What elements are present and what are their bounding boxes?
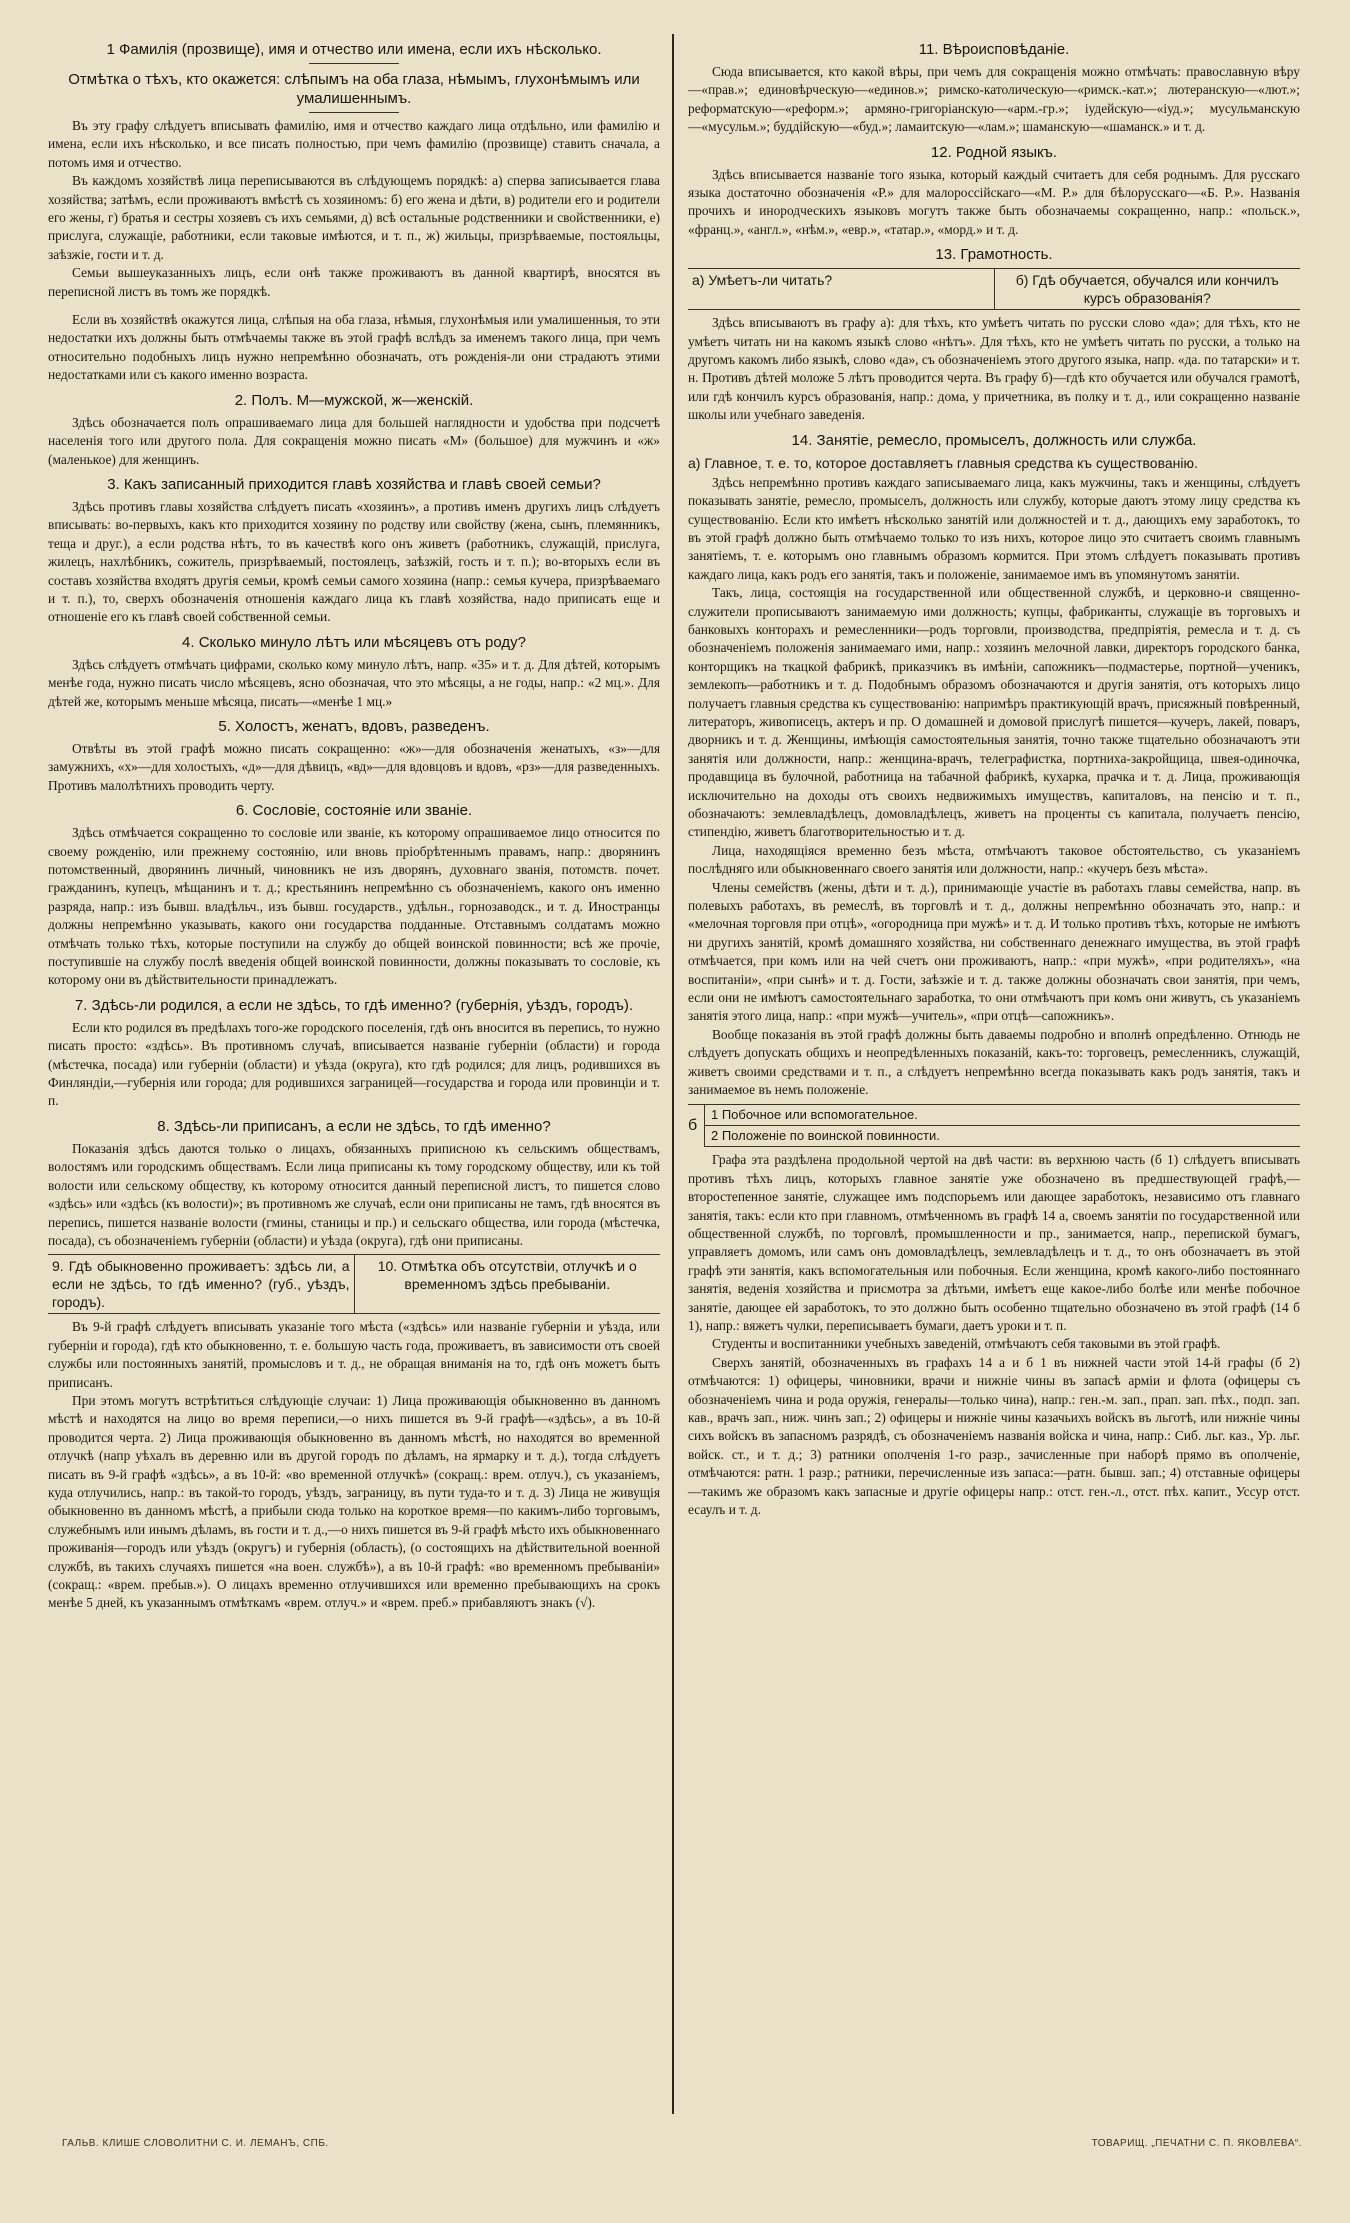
split-heading-left: 9. Гдѣ обыкновенно проживаетъ: здѣсь ли, а если не здѣсь, то гдѣ именно? (губ., уѣздъ, городъ). xyxy=(52,1258,350,1311)
paragraph: Здѣсь слѣдуетъ отмѣчать цифрами, сколько кому минуло лѣтъ, напр. «35» и т. д. Для дѣтей, которымъ менѣе года, нужно писать число мѣсяцевъ, ясно обозначая, что это мѣсяцы, а не годы, напр.: «2 мц.». Для дѣтей же, которымъ меньше мѣсяца, писать—«менѣе 1 мц.» xyxy=(48,656,660,709)
footer-printer-right: ТОВАРИЩ. „ПЕЧАТНИ С. П. ЯКОВЛЕВА“. xyxy=(1091,2138,1302,2149)
section-heading: 2. Полъ. М—мужской, ж—женскій. xyxy=(234,391,474,409)
section-heading: 7. Здѣсь-ли родился, а если не здѣсь, то гдѣ именно? (губернія, уѣздъ, городъ). xyxy=(74,996,634,1014)
paragraph: Такъ, лица, состоящія на государственной или общественной службѣ, и церковно-и священно-служители прописываютъ занимаемую ими должность; купцы, фабриканты, служащіе въ торговыхъ и банковыхъ конторахъ и ремесленники—родъ торговли, производства, предпріятія, ремесла и т. д. съ обозначеніемъ положенія занимаемаго ими, напр.: хозяинъ мелочной лавки, директоръ городского банка, конторщикъ на ткацкой фабрикѣ, приказчикъ въ имѣніи, сапожникъ—подмастерье, портной—ученикъ, землекопъ—работникъ и т. д. Подобнымъ образомъ обозначаются и другія занятія, отъ которыхъ лицо получаетъ главныя средства къ существованію: напримѣръ практикующій врачъ, присяжный повѣренный, литераторъ, живописецъ, актеръ и пр. О домашней и домовой прислугѣ пишется—кучеръ, лакей, поваръ, дворникъ и т. д. Женщины, имѣющія самостоятельныя занятія, точно также тщательно обозначаютъ эти занятія или должности, напр.: женщина-врачъ, телеграфистка, портниха-закройщица, швея-одиночка, продавщица въ булочной, работница на табачной фабрикѣ, кухарка, прачка и т. д. Лица, проживающія исключительно на доходы отъ своихъ недвижимыхъ имуществъ, капиталовъ, на пенсію и т. п., обозначаютъ: землевладѣлецъ, домовладѣлецъ, живетъ на проценты съ капитала, получаетъ пенсію, стипендію, живетъ благотворительностью и т. д. xyxy=(688,585,1300,840)
section-heading: 3. Какъ записанный приходится главѣ хозяйства и главѣ своей семьи? xyxy=(107,475,601,493)
section-heading: 4. Сколько минуло лѣтъ или мѣсяцевъ отъ роду? xyxy=(182,633,526,651)
heading-rule xyxy=(309,63,399,64)
split-heading-right: 10. Отмѣтка объ отсутствіи, отлучкѣ и о временномъ здѣсь пребываніи. xyxy=(354,1255,661,1313)
split-heading xyxy=(688,268,1300,310)
paragraph: Въ эту графу слѣдуетъ вписывать фамилію, имя и отчество каждаго лица отдѣльно, или фамилію и имена, если ихъ нѣсколько, и все писать полностью, при чемъ фамилію (прозвище) ставить сначала, а потомъ имя и отчество. xyxy=(48,118,660,170)
paragraph: Сюда вписывается, кто какой вѣры, при чемъ для сокращенія можно отмѣчать: православную вѣру—«прав.»; единовѣрческую—«единов.»; римско-католическую—«римск.-кат.»; лютеранскую—«лют.»; реформатскую—«реформ.»; армяно-григоріанскую—«арм.-гр.»; іудейскую—«іуд.»; мусульманскую—«мусульм.»; буддійскую—«буд.»; ламаитскую—«лам.»; шаманскую—«шаманск.» и т. д. xyxy=(688,64,1300,135)
paragraph: Члены семействъ (жены, дѣти и т. д.), принимающіе участіе въ работахъ главы семейства, напр. въ полевыхъ работахъ, въ ремеслѣ, въ торговлѣ и т. д., должны непремѣнно обозначать это, напр.: и «мелочная торговля при отцѣ», «огородница при мужѣ» и т. д. И только противъ тѣхъ, которые не имѣютъ ни другихъ занятій, кромѣ домашняго хозяйства, ни собственнаго денежнаго имущества, въ этой графѣ отмѣчается, при комъ или на чей счетъ они проживаютъ, напр.: «при мужѣ», «при родителяхъ», «на воспитаніи», «при сынѣ» и т. д. Гости, заѣзжіе и т. д. также должны обозначать свои занятія, при чемъ, если они не имѣютъ самостоятельнаго заработка, то они отмѣчаютъ при комъ они живутъ, съ указаніемъ занятія этого лица, напр.: «при мужѣ—учитель», «при отцѣ—сапожникъ». xyxy=(688,879,1300,1024)
paragraph: Отвѣты въ этой графѣ можно писать сокращенно: «ж»—для обозначенія женатыхъ, «з»—для замужнихъ, «х»—для холостыхъ, «д»—для дѣвицъ, «вд»—для вдовцовъ и вдовъ, «рз»—для разведенныхъ. Противъ малолѣтнихъ проводить черту. xyxy=(48,740,660,793)
section-heading: 11. Вѣроисповѣданіе. xyxy=(918,41,1070,58)
left-column xyxy=(48,34,672,2114)
section-heading: 13. Грамотность. xyxy=(935,246,1053,264)
paragraph: Здѣсь обозначается полъ опрашиваемаго лица для большей наглядности и удобства при подсчетѣ населенія того или другого пола. Для сокращенія можно писать «М» (большое) для мужчинъ и «ж» (маленькое) для женщинъ. xyxy=(48,414,660,467)
section-heading: 6. Сословіе, состояніе или званіе. xyxy=(235,802,473,820)
column-divider xyxy=(672,34,674,2114)
section-heading: 8. Здѣсь-ли приписанъ, а если не здѣсь, то гдѣ именно? xyxy=(157,1117,551,1135)
section-heading: 5. Холостъ, женатъ, вдовъ, разведенъ. xyxy=(218,717,490,735)
paragraph: Въ 9-й графѣ слѣдуетъ вписывать указаніе того мѣста («здѣсь» или названіе губерніи и уѣзда, или губерніи и города), гдѣ кто обыкновенно, т. е. большую часть года, проживаетъ, въ зависимости отъ своей службы или постоянныхъ занятій, промысловъ и т. д., не обращая вниманія на то, гдѣ онъ можетъ быть приписанъ. xyxy=(48,1319,660,1390)
paragraph: Семьи вышеуказанныхъ лицъ, если онѣ также проживаютъ въ данной квартирѣ, вносятся въ переписной листъ въ томъ же порядкѣ. xyxy=(48,265,660,299)
paragraph: Лица, находящіяся временно безъ мѣста, отмѣчаютъ таковое обстоятельство, съ указаніемъ послѣдняго или обыкновеннаго своего занятія или должности, напр.: «кучеръ безъ мѣста». xyxy=(688,842,1300,877)
paragraph: Если въ хозяйствѣ окажутся лица, слѣпыя на оба глаза, нѣмыя, глухонѣмыя или умалишенныя, то эти недостатки ихъ должны быть отмѣчаемы также въ этой графѣ вслѣдъ за именемъ такого лица, при чемъ относительно подобныхъ лицъ нужно непремѣнно обозначать, отъ рожденія-ли они страдаютъ этими недостатками или съ какого именно возраста. xyxy=(48,312,660,383)
paragraph: Въ каждомъ хозяйствѣ лица переписываются въ слѣдующемъ порядкѣ: а) сперва записывается глава хозяйства; затѣмъ, если проживаютъ вмѣстѣ съ хозяиномъ: б) его жена и дѣти, в) родители его и родители его жены, г) братья и сестры хозяевъ съ ихъ семьями, д) всѣ остальные родственники и свойственники, е) прислуга, служащіе, работники, если таковые имѣются, и т. п., ж) жильцы, призрѣваемые, постояльцы, заѣзжіе, гости и т. д. xyxy=(48,173,660,262)
paragraph: Студенты и воспитанники учебныхъ заведеній, отмѣчаютъ себя таковыми въ этой графѣ. xyxy=(712,1336,1221,1352)
split-heading-right: б) Гдѣ обучается, обучался или кончилъ курсъ образованія? xyxy=(994,269,1301,309)
paragraph: Здѣсь вписываютъ въ графу а): для тѣхъ, кто умѣетъ читать по русски слово «да»; для тѣхъ, кто не умѣетъ читать ни на какомъ языкѣ слово «нѣтъ». Для тѣхъ, кто не умѣетъ читать по русски, а только на другомъ какомъ либо языкѣ, слово «да», съ обозначеніемъ этого другого языка, напр. «да. по татарски» и т. н. Противъ дѣтей моложе 5 лѣтъ проводится черта. Въ графу б)—гдѣ кто обучается или обучался грамотѣ, или гдѣ кончилъ курсъ образованія, напр.: дома, у причетника, въ полку и т. д., или сокращенно названіе школы или учебнаго заведенія. xyxy=(688,315,1300,423)
subcolumn-heading xyxy=(688,1104,1300,1148)
section-heading: Отмѣтка о тѣхъ, кто окажется: слѣпымъ на оба глаза, нѣмымъ, глухонѣмымъ или умалишеннымъ. xyxy=(68,71,640,107)
subcolumn-rows xyxy=(704,1105,1300,1148)
paragraph: Если кто родился въ предѣлахъ того-же городского поселенія, гдѣ онъ вносится въ перепись, то нужно писать просто: «здѣсь». Въ противномъ случаѣ, вписывается названіе губерніи (области) и города (мѣстечка, посада) или губерніи (области) и уѣзда (округа), кто гдѣ родился; для лицъ, родившихся въ Финляндіи,—губернія или города; для родившихся заграницей—государства и города или провинціи и т. п. xyxy=(48,1019,660,1109)
split-heading-left: а) Умѣетъ-ли читать? xyxy=(692,272,833,289)
paragraph: Вообще показанія въ этой графѣ должны быть даваемы подробно и вполнѣ опредѣленно. Отнюдь не слѣдуетъ допускать общихъ и неопредѣленныхъ показаній, какъ-то: торговецъ, ремесленникъ, служащій, живетъ своими средствами и т. п., а слѣдуетъ непремѣнно всегда показывать какъ родъ занятія, такъ и занимаемое въ немъ положеніе. xyxy=(688,1026,1300,1098)
document-page xyxy=(48,34,1306,2114)
right-column xyxy=(682,34,1300,2114)
paragraph: Здѣсь непремѣнно противъ каждаго записываемаго лица, какъ мужчины, такъ и женщины, слѣдуетъ показывать занятіе, ремесло, промыселъ, должность или службу, которые даютъ этому лицу средства къ существованію. Если кто имѣетъ нѣсколько занятій или должностей и т. д., дающихъ ему заработокъ, то въ этой графѣ должно быть отмѣчаемо только то изъ нихъ, которое лицо это считаетъ своимъ главнымъ занятіемъ, т. е. которымъ оно главнымъ образомъ кормится. При этомъ слѣдуетъ показывать противъ каждаго лица, какъ родъ его занятія, такъ и положеніе, занимаемое имъ въ упомянутомъ занятіи. xyxy=(688,474,1300,582)
subcolumn-row: 1 Побочное или вспомогательное. xyxy=(705,1105,1300,1126)
paragraph: Здѣсь вписывается названіе того языка, который каждый считаетъ для себя роднымъ. Для русскаго языка достаточно обозначенія «Р.» для малороссійскаго—«М. Р.» для бѣлорусскаго—«Б. Р.». Названія прочихъ и инородческихъ языковъ могутъ также быть обозначаемы сокращенно, напр.: «польск.», «франц.», «англ.», «нѣм.», «евр.», «татар.», «морд.» и т. д. xyxy=(688,166,1300,237)
paragraph: При этомъ могутъ встрѣтиться слѣдующіе случаи: 1) Лица проживающія обыкновенно въ данномъ мѣстѣ и находятся на лицо во время переписи,—о нихъ пишется въ 9-й графѣ—«здѣсь», а въ 10-й проводится черта. 2) Лица проживающія обыкновенно въ данномъ мѣстѣ, но находятся во временной отлучкѣ (напр уѣхалъ въ деревню или въ другой городъ по дѣламъ, на ярмарку и т. д.), тогда слѣдуетъ писать въ 9-й графѣ «здѣсь», а въ 10-й: «во временной отлучкѣ» (сокращ.: врем. отлуч.), съ указаніемъ, куда отлучились, напр.: въ такой-то городъ, уѣздъ, заграницу, въ пути туда-то и т. д. 3) Лица не живущія обыкновенно въ данномъ мѣстѣ, а прибыли сюда только на короткое время—по какимъ-либо торговымъ, служебнымъ или инымъ дѣламъ, въ гости и т. д.,—о нихъ пишется въ 9-й графѣ мѣсто ихъ обыкновеннаго проживанія—городъ или уѣздъ (округъ) и губернія (область), (о состоящихъ на дѣйствительной военной службѣ, въ такихъ случаяхъ пишется «на воен. службѣ»), а въ 10-й графѣ: «во временномъ пребываніи» (сокращ.: «врем. пребыв.»). О лицахъ временно отлучившихся или временно пребывающихъ на срокъ менѣе 5 дней, къ указаннымъ отмѣткамъ «врем. отлуч.» и «врем. преб.» прибавляютъ знакъ (√). xyxy=(48,1392,660,1611)
subcolumn-row: 2 Положеніе по воинской повинности. xyxy=(705,1126,1300,1147)
footer-printer-left: ГАЛЬВ. КЛИШЕ СЛОВОЛИТНИ С. И. ЛЕМАНЪ, СПБ. xyxy=(62,2138,329,2149)
section-heading: 1 Фамилія (прозвище), имя и отчество или имена, если ихъ нѣсколько. xyxy=(106,41,602,58)
section-heading: 14. Занятіе, ремесло, промыселъ, должность или служба. xyxy=(791,431,1197,449)
subsection-heading: а) Главное, т. е. то, которое доставляетъ главныя средства къ существованію. xyxy=(688,454,1198,471)
heading-rule xyxy=(309,112,399,113)
paragraph: Здѣсь отмѣчается сокращенно то сословіе или званіе, къ которому опрашиваемое лицо относится по своему рожденію, или прежнему состоянію, или вновь пріобрѣтеннымъ правамъ, напр.: дворянинъ потомственный, дворянинъ личный, чиновникъ не изъ дворянъ, духовнаго званія, потомств. почет. гражданинъ, купецъ, мѣщанинъ и т. д.; крестьянинъ непремѣнно съ обозначеніемъ, какого онъ именно разряда, напр.: изъ бывш. владѣльч., изъ бывш. государств., удѣльн., горнозаводск., и т. д. Иностранцы должны непремѣнно указывать, какого они государства подданные. Отставнымъ солдатамъ можно отмѣчать только тѣхъ, которые поступили на службу до общей воинской повинности; всѣ же прочіе, поступившіе на службу послѣ введенія общей воинской повинности, должны показывать то сословіе, къ которому они въ дѣйствительности принадлежатъ. xyxy=(48,825,660,988)
paragraph: Графа эта раздѣлена продольной чертой на двѣ части: въ верхнюю часть (б 1) слѣдуетъ вписывать противъ тѣхъ лицъ, которыхъ главное занятіе уже обозначено въ предшествующей графѣ,—второстепенное занятіе, служащее имъ подспорьемъ или дающее заработокъ, независимо отъ главнаго занятія, такъ: если кто при главномъ, отмѣченномъ въ графѣ 14 а, своемъ занятіи по государственной или общественной службѣ, по торговлѣ, промышленности и пр., занимается, напр., перепиской бумагъ, управляетъ домомъ, или самъ онъ домовладѣлецъ, землевладѣлецъ и т. д., то онъ обозначаетъ въ этой графѣ эти занятія, какъ вспомогательныя или побочныя. Если женщина, кромѣ какого-либо постояннаго занятія, веденія хозяйства и присмотра за дѣтьми, имѣетъ еще какое-либо болѣе или менѣе побочное занятіе, дающее ей заработокъ, то это должно быть особенно тщательно обозначено въ этой графѣ (14 б 1), напр.: вяжетъ чулки, переписываетъ бумаги, даетъ уроки и т. п. xyxy=(688,1152,1300,1333)
paragraph: Здѣсь противъ главы хозяйства слѣдуетъ писать «хозяинъ», а противъ именъ другихъ лицъ слѣдуетъ вписывать: во-первыхъ, какъ кто приходится хозяину по родству или свойству (жена, сынъ, племянникъ, теща и друг.), а если родства нѣтъ, то въ качествѣ кого онъ живетъ (работникъ, служащій, прислуга, жилецъ, нахлѣбникъ, сожитель, призрѣваемый, постоялецъ, заѣзжій, гость и т. п.); во-вторыхъ если въ составъ хозяйства входятъ другія семьи, кромѣ семьи самого хозяина (напр.: семья кучера, призрѣваемаго и т. п.), то, сверхъ обозначенія отношенія каждаго лица къ главѣ хозяйства, надо приписать еще и отношеніе его къ главѣ своей собственной семьи. xyxy=(48,498,660,625)
subcolumn-letter: б xyxy=(688,1116,698,1134)
paragraph: Сверхъ занятій, обозначенныхъ въ графахъ 14 а и б 1 въ нижней части этой 14-й графы (б 2) отмѣчаются: 1) офицеры, чиновники, врачи и нижніе чины въ запасѣ арміи и флота (офицеры съ обозначеніемъ чина и рода оружія, генералы—только чина), напр.: ген.-м. зап., прап. зап. пѣх., подп. зап. кав., врачъ зап., ниж. чинъ зап.; 2) офицеры и нижніе чины казачьихъ войскъ въ льготѣ, или нижніе чины сихъ войскъ въ запасномъ разрядѣ, съ обозначеніемъ названія войска и чина, напр.: Сиб. льг. каз., Ур. льг. войск. ст., и т. д.; 3) ратники ополченія 1-го разр., зачисленные при наборѣ прямо въ ополченіе, отмѣчаются: ратн. 1 разр.; ратники, перечисленные изъ запаса:—ратн. бывш. зап.; 4) отставные офицеры—такимъ же образомъ какъ запасные и другіе офицеры напр.: отст. ген.-л., отст. пѣх. капит., Уссур отст. есаулъ и т. д. xyxy=(688,1354,1300,1518)
section-heading: 12. Родной языкъ. xyxy=(930,143,1058,161)
paragraph: Показанія здѣсь даются только о лицахъ, обязанныхъ приписною къ сельскимъ обществамъ, волостямъ или городскимъ обществамъ. Если лица приписаны къ тому городскому обществу, или къ той волости или сельскому обществу, къ которому относится данный переписной листъ, то пишется слово «здѣсь» или «здѣсь (къ волости)»; въ противномъ же случаѣ, если они приписаны не тамъ, гдѣ вносятся въ перепись, пишется названіе волости (гмины, станицы и пр.) и сельскаго общества, или города (мѣстечка, посада), съ обозначеніемъ губерніи (области) и уѣзда (округа), гдѣ они приписаны. xyxy=(48,1140,660,1248)
split-heading xyxy=(48,1254,660,1314)
